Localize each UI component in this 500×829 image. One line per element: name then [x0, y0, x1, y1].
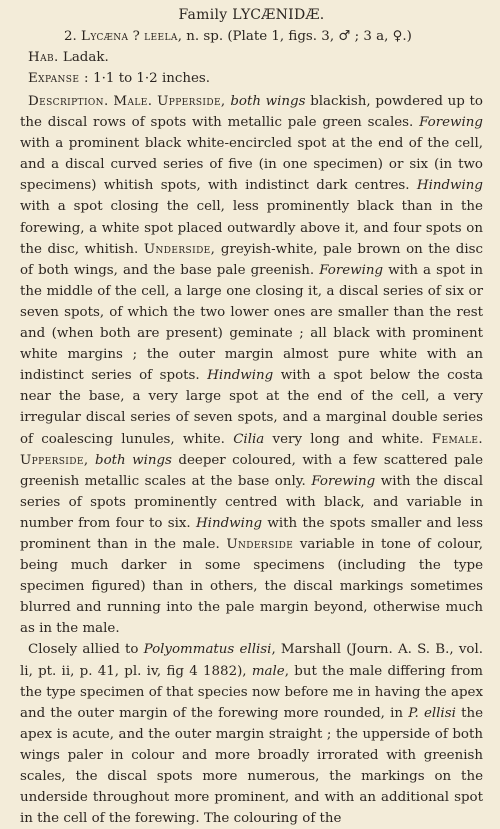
text-run: , Marshall (Journ. A. S. B., vol. li, pt. ii, p. 41, pl. iv, fig 4 1882), — [20, 642, 483, 679]
species-genus: Lycæna — [81, 29, 129, 44]
italic-run: Hindwing — [416, 178, 483, 194]
italic-run: Polyommatus ellisi — [143, 642, 272, 658]
italic-run: male — [251, 663, 285, 679]
italic-run: both wings — [95, 452, 172, 468]
expanse-value: 1·1 to 1·2 inches. — [93, 71, 211, 86]
text-run: deeper coloured, with a few scattered pale greenish metallic scales at the base only. — [20, 452, 483, 489]
text-run: , but the male differing from the type specimen of that species now before me in having the apex and the outer margin of the forewing more rounded, in — [20, 663, 483, 721]
text-run: Closely allied to — [28, 642, 144, 658]
text-run: the apex is acute, and the outer margin straight ; the upperside of both wings paler in colour and more broadly irrorated with greenish scales, the discal spots more numerous, the markings on the underside throughout more prominent, and with an additional spot in the cell of the forewing. The colouring of the — [20, 705, 483, 827]
italic-run: Hindwing — [195, 515, 263, 531]
italic-run: P. ellisi — [408, 705, 456, 721]
species-author: , n. sp. (Plate 1, figs. 3, ♂ ; 3 a, ♀.) — [177, 29, 412, 44]
italic-run: Forewing — [419, 115, 483, 131]
small-caps-run: Upperside, — [20, 452, 89, 468]
italic-run: Forewing — [319, 262, 384, 278]
text-run: with a spot in the middle of the cell, a large one closing it, a discal series of six or seven spots, of which the two lower ones are smaller than the rest and (when both are present) geminate ; all black with prominent white margins ; the outer margin almost pure white with an indistinct series of spots. — [20, 262, 484, 384]
text-run: blackish, powdered up to the discal rows of spots with metallic pale green scales. — [20, 94, 483, 131]
description-paragraph-1 — [20, 91, 483, 639]
species-name: leela — [144, 29, 178, 44]
habitat-label: Hab. — [28, 50, 59, 65]
species-query: ? — [132, 29, 140, 44]
text-run: with a spot closing the cell, less prominently black than in the forewing, a white spot placed outwardly above it, and four spots on the disc, whitish. — [20, 199, 483, 257]
text-run: with a prominent black white-encircled spot at the end of the cell, and a discal curved series of five (in one specimen) or six (in two specimens) whitish spots, with indistinct dark centres. — [20, 136, 483, 194]
small-caps-run: Underside — [226, 536, 294, 552]
description-paragraph-2 — [20, 639, 483, 829]
habitat-value: Ladak. — [62, 50, 109, 65]
text-run: very long and white. — [264, 431, 432, 447]
italic-run: Cilia — [233, 431, 265, 447]
text-run: greyish-white, pale brown on the disc of both wings, and the base pale greenish. — [20, 241, 483, 278]
italic-run: both wings — [230, 94, 306, 109]
small-caps-run: Description. — [28, 94, 109, 109]
species-number: 2. — [64, 29, 77, 44]
expanse-line — [20, 68, 483, 89]
species-heading — [20, 26, 483, 47]
small-caps-run: Male. — [113, 94, 153, 109]
italic-run: Hindwing — [207, 368, 274, 384]
text-run: with the discal series of spots prominently centred with black, and variable in number from four to six. — [20, 473, 483, 531]
small-caps-run: Upperside, — [157, 94, 226, 109]
description-body — [20, 91, 483, 829]
expanse-label: Expanse : — [28, 71, 89, 86]
text-run: with the spots smaller and less prominent than in the male. — [20, 515, 483, 552]
text-run: with a spot below the costa near the base, a very large spot at the end of the cell, a very irregular discal series of seven spots, and a marginal double series of coalescing lunules, white. — [20, 368, 483, 447]
text-run: variable in tone of colour, being much darker in some specimens (including the type specimen figured) than in others, the discal markings sometimes blurred and running into the pale margin beyond, otherwise much as in the male. — [20, 536, 483, 637]
small-caps-run: Female. — [431, 431, 483, 447]
family-heading: Family LYCÆNIDÆ. — [178, 7, 325, 23]
small-caps-run: Underside, — [143, 241, 216, 257]
habitat-line — [20, 47, 483, 68]
italic-run: Forewing — [311, 473, 376, 489]
